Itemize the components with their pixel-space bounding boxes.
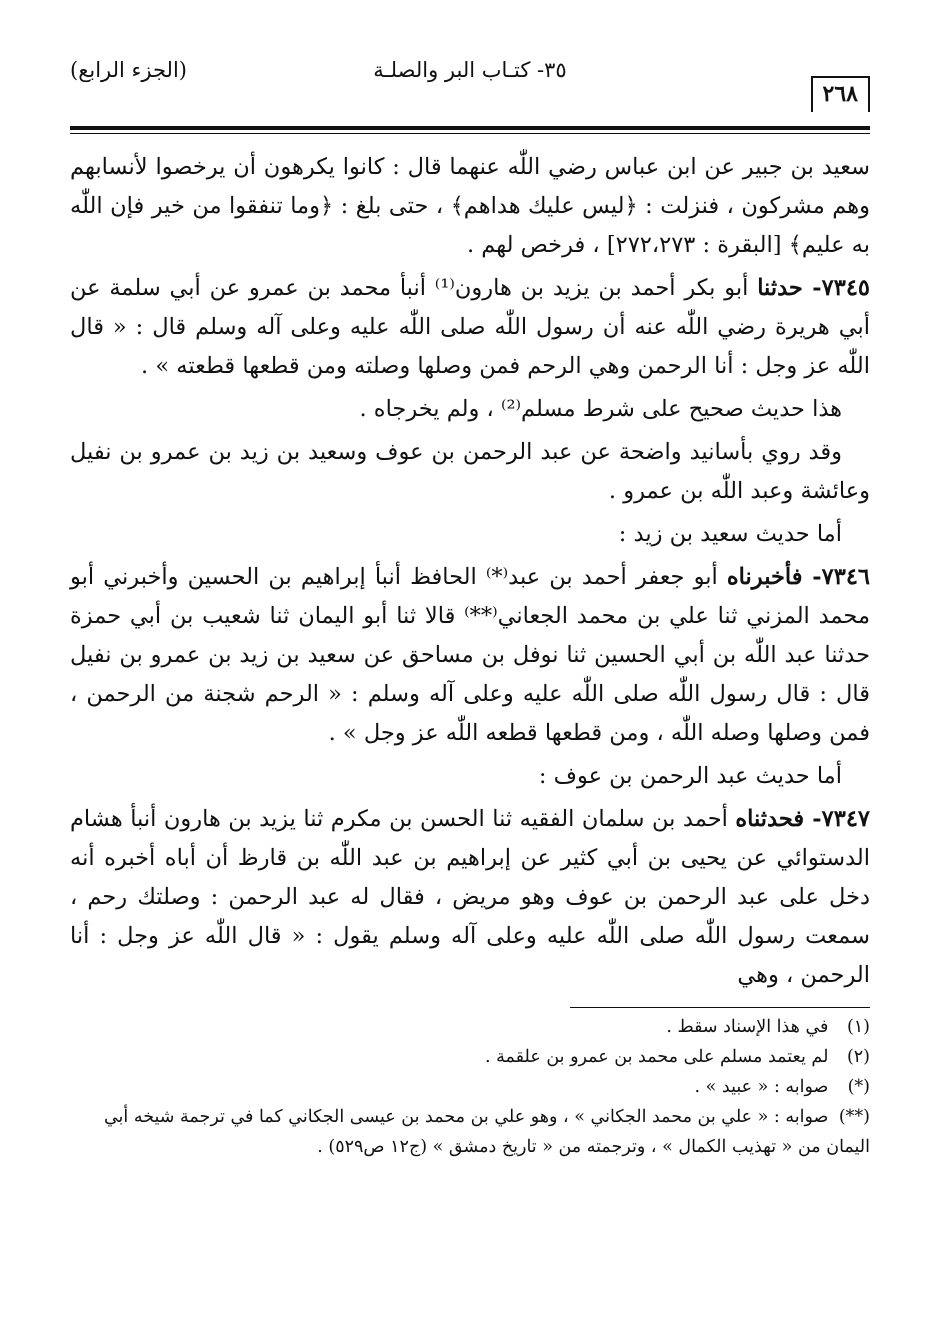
narrations-note: وقد روي بأسانيد واضحة عن عبد الرحمن بن عوف وسعيد بن زيد بن عمرو بن نفيل وعائشة وعبد اللّٰه بن عمرو . bbox=[70, 439, 870, 504]
header-rule-thin bbox=[70, 133, 870, 134]
footnote-mark: (**) bbox=[838, 1107, 870, 1127]
footnote-text: في هذا الإسناد سقط . bbox=[666, 1017, 829, 1037]
hadith-text: أحمد بن سلمان الفقيه ثنا الحسن بن مكرم ثنا يزيد بن هارون أنبأ هشام الدستوائي عن يحيى بن أبي كثير عن إبراهيم بن عبد اللّٰه بن قارظ أن أباه أخبره أنه دخل على عبد الرحمن بن عوف وهو مريض ، فقال له عبد الرحمن : وصلتك رحم ، سمعت رسول اللّٰه صلى اللّٰه عليه وعلى آله وسلم يقول : « قال اللّٰه عز وجل : أنا الرحمن ، وهي bbox=[70, 806, 870, 988]
hadith-7346 bbox=[70, 558, 870, 753]
footnote-mark: (١) bbox=[846, 1017, 870, 1037]
hadith-text: أبو بكر أحمد بن يزيد بن هارون⁽¹⁾ أنبأ محمد بن عمرو عن أبي سلمة عن أبي هريرة رضي اللّٰه عنه أن رسول اللّٰه صلى اللّٰه عليه وعلى آله وسلم قال : « قال اللّٰه عز وجل : أنا الرحمن وهي الرحم فمن وصلها وصلته ومن قطعها قطعته » . bbox=[70, 275, 870, 379]
section-heading-saeed: أما حديث سعيد بن زيد : bbox=[618, 521, 842, 547]
page-number: ٢٦٨ bbox=[811, 76, 870, 112]
volume-label: (الجزء الرابع) bbox=[70, 58, 187, 82]
hadith-number: ٧٣٤٧- فحدثناه bbox=[735, 806, 870, 832]
footnote-text: لم يعتمد مسلم على محمد بن عمرو بن علقمة . bbox=[485, 1047, 829, 1067]
footnotes bbox=[70, 1012, 870, 1162]
footnote-text: صوابه : « علي بن محمد الجكاني » ، وهو علي بن محمد بن عيسى الجكاني كما في ترجمة شيخه أبي اليمان من « تهذيب الكمال » ، وترجمته من « تاريخ دمشق » (ج١٢ ص٥٢٩) . bbox=[103, 1107, 870, 1157]
footnote bbox=[70, 1012, 870, 1042]
grading-note: هذا حديث صحيح على شرط مسلم⁽²⁾ ، ولم يخرجاه . bbox=[359, 396, 842, 422]
footnote bbox=[70, 1042, 870, 1072]
footnote bbox=[70, 1072, 870, 1102]
footnote-mark: (٢) bbox=[846, 1047, 870, 1067]
paragraph-continuation: سعيد بن جبير عن ابن عباس رضي اللّٰه عنهما قال : كانوا يكرهون أن يرخصوا لأنسابهم وهم مشركون ، فنزلت : ﴿ليس عليك هداهم﴾ ، حتى بلغ : ﴿وما تنفقوا من خير فإن اللّٰه به عليم﴾ [البقرة : ٢٧٢،٢٧٣] ، فرخص لهم . bbox=[70, 154, 870, 258]
hadith-7345 bbox=[70, 269, 870, 386]
hadith-7347 bbox=[70, 800, 870, 995]
running-header bbox=[70, 48, 870, 107]
hadith-number: ٧٣٤٦- فأخبرناه bbox=[726, 564, 870, 590]
footnote bbox=[70, 1102, 870, 1162]
footnote-mark: (*) bbox=[847, 1077, 870, 1097]
section-heading-abdrahman: أما حديث عبد الرحمن بن عوف : bbox=[538, 763, 842, 789]
main-text bbox=[70, 148, 870, 995]
footnote-text: صوابه : « عبيد » . bbox=[694, 1077, 829, 1097]
header-rule-thick bbox=[70, 126, 870, 130]
hadith-number: ٧٣٤٥- حدثنا bbox=[757, 275, 870, 301]
book-page bbox=[70, 48, 870, 1162]
footnote-separator bbox=[570, 1007, 870, 1008]
hadith-text: أبو جعفر أحمد بن عبد⁽*⁾ الحافظ أنبأ إبراهيم بن الحسين وأخبرني أبو محمد المزني ثنا علي بن محمد الجعاني⁽**⁾ قالا ثنا أبو اليمان ثنا شعيب بن أبي حمزة حدثنا عبد اللّٰه بن أبي الحسين ثنا نوفل بن مساحق عن سعيد بن زيد بن عمرو بن نفيل قال : قال رسول اللّٰه صلى اللّٰه عليه وعلى آله وسلم : « الرحم شجنة من الرحمن ، فمن وصلها وصله اللّٰه ، ومن قطعها قطعه اللّٰه عز وجل » . bbox=[70, 564, 870, 746]
book-section-title: ٣٥- كتـاب البر والصلـة bbox=[373, 58, 567, 82]
